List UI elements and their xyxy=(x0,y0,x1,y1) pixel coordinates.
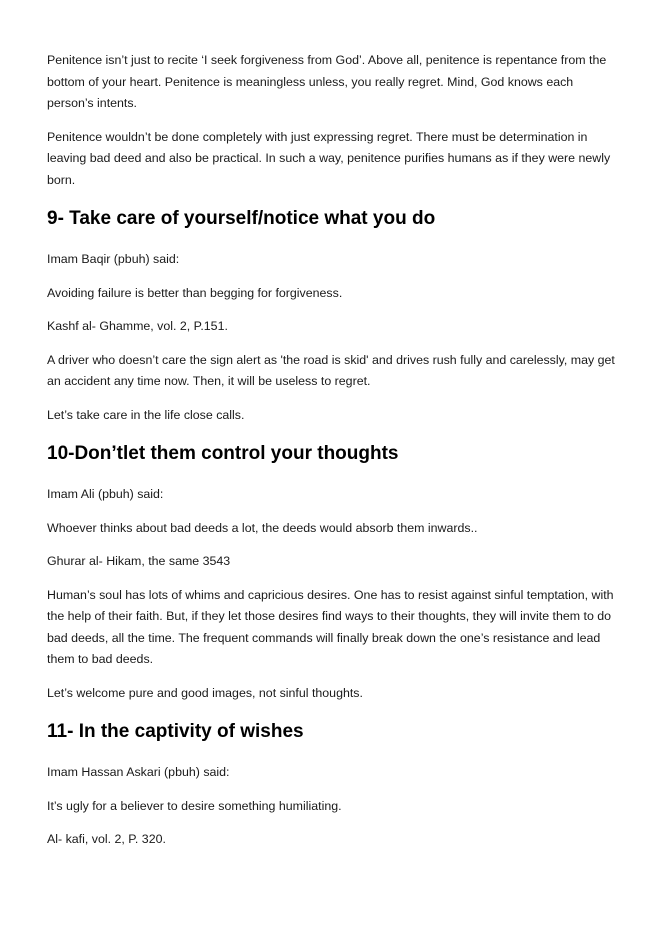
paragraph-driver: A driver who doesn’t care the sign alert as 'the road is skid' and drives rush fully and carelessly, may get an accident any time now. Then, it will be useless to regret. xyxy=(47,352,615,388)
citation-al-kafi: Al- kafi, vol. 2, P. 320. xyxy=(47,832,166,846)
paragraph-pure-images: Let’s welcome pure and good images, not sinful thoughts. xyxy=(47,685,363,700)
paragraph-human-soul: Human’s soul has lots of whims and capricious desires. One has to resist against sinful temptation, with the help of their faith. But, if they let those desires find ways to their thoughts, they will invite them to do bad deeds, all the time. The frequent commands will finally break down the one’s resistance and lead them to bad deeds. xyxy=(47,587,614,666)
heading-section-11: 11- In the captivity of wishes xyxy=(47,721,304,742)
paragraph-penitence-1: Penitence isn’t just to recite ‘I seek forgiveness from God’. Above all, penitence is repentance from the bottom of your heart. Penitence is meaningless unless, you really regret. Mind, God knows each person’s intents. xyxy=(47,53,607,110)
quote-text-failure: Avoiding failure is better than begging for forgiveness. xyxy=(47,285,343,300)
paragraph-close-calls: Let’s take care in the life close calls. xyxy=(47,407,245,422)
quote-text-bad-deeds: Whoever thinks about bad deeds a lot, the deeds would absorb them inwards.. xyxy=(47,520,478,535)
paragraph-penitence-2: Penitence wouldn’t be done completely with just expressing regret. There must be determination in leaving bad deed and also be practical. In such a way, penitence purifies humans as if they were newly born. xyxy=(47,129,611,187)
document-page xyxy=(47,50,617,863)
citation-kashf: Kashf al- Ghamme, vol. 2, P.151. xyxy=(47,319,228,333)
quote-text-humiliating: It’s ugly for a believer to desire something humiliating. xyxy=(47,798,342,813)
quote-attribution-ali: Imam Ali (pbuh) said: xyxy=(47,487,164,501)
citation-ghurar: Ghurar al- Hikam, the same 3543 xyxy=(47,554,231,568)
heading-section-9: 9- Take care of yourself/notice what you do xyxy=(47,208,436,229)
quote-attribution-baqir: Imam Baqir (pbuh) said: xyxy=(47,252,180,266)
heading-section-10: 10-Don’tlet them control your thoughts xyxy=(47,443,399,464)
quote-attribution-askari: Imam Hassan Askari (pbuh) said: xyxy=(47,765,230,779)
